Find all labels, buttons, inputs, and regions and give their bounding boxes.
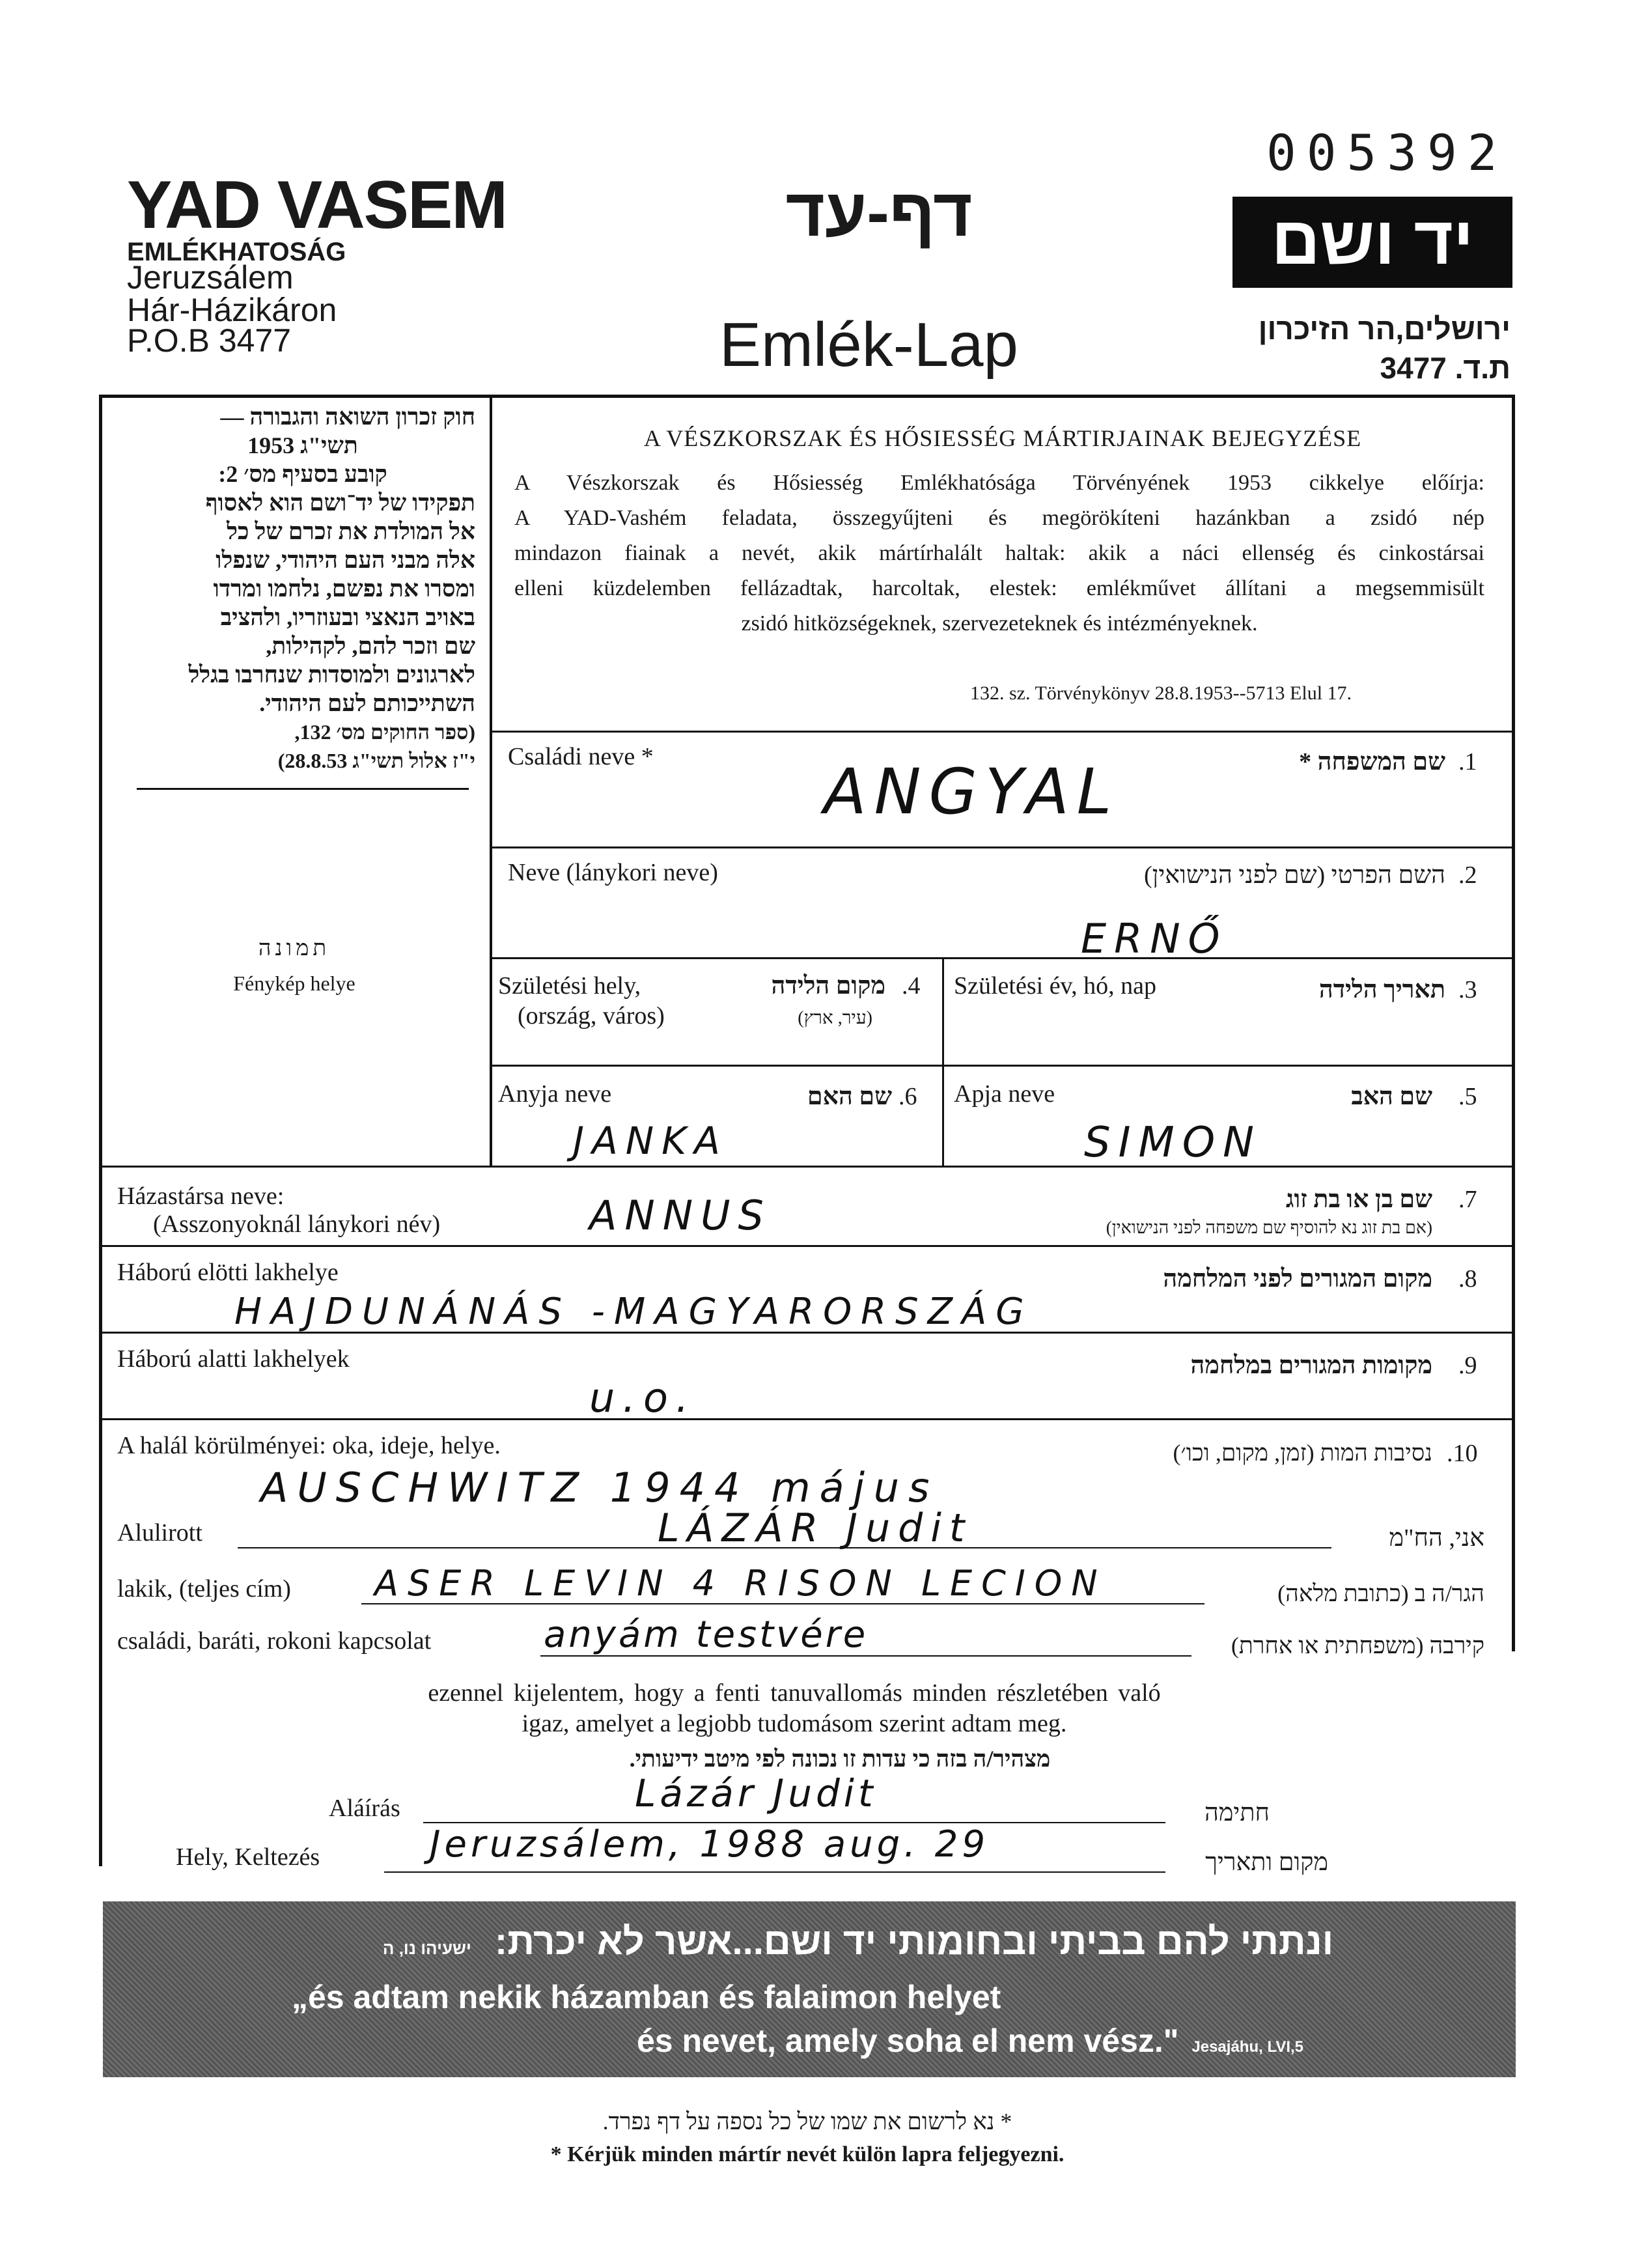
divider-law-column [490,395,492,1166]
place-date-value: Jeruzsálem, 1988 aug. 29 [430,1823,990,1866]
prewar-residence-heb: מקום המגורים לפני המלחמה [1163,1265,1432,1293]
birth-date-num: .3 [1458,976,1477,1003]
divider-row-1 [490,847,1512,848]
birth-place-heb-2: (עיר, ארץ) [798,1008,872,1028]
banner-heb-ref: ישעיהו נו, ה [382,1939,471,1958]
submitter-relation-heb: קירבה (משפחתית או אחרת) [1231,1632,1484,1659]
prewar-residence-num: .8 [1458,1265,1477,1293]
submitter-address-value: ASER LEVIN 4 RISON LECION [374,1563,1107,1604]
death-num: .10 [1447,1440,1478,1467]
wartime-residence-num: .9 [1458,1352,1477,1379]
spouse-heb: שם בן או בת זוג [1285,1186,1432,1213]
submitter-name-value: LÁZÁR Judit [658,1505,973,1551]
birth-date-label: Születési év, hó, nap [954,972,1156,1000]
law-hu-line: mindazon fiainak a nevét, akik mártírhalált haltak: akik a náci ellenség és cinkostársai [514,541,1484,565]
frame-left [99,395,102,1866]
divider-row-5 [99,1245,1512,1247]
submitter-name-heb: אני, הח"מ [1389,1524,1484,1552]
photo-heb-label: תמונה [258,936,331,960]
signature-value: Lázár Judit [635,1771,877,1815]
law-heb-line: באויב הנאצי ובעוזריו, ולהציב [220,604,475,630]
form-number: 005392 [1266,124,1508,182]
father-num: .5 [1458,1083,1477,1110]
hebrew-address-line-2: ת.ד. 3477 [1380,351,1511,385]
spouse-label: Házastársa neve: [117,1183,285,1210]
birth-place-num: .4 [902,972,921,1000]
spouse-value: ANNUS [589,1192,772,1239]
spouse-heb-2: (אם בת זוג נא להוסיף שם משפחה לפני הנישואין) [1106,1218,1432,1237]
org-line-4: P.O.B 3477 [127,322,292,359]
death-label: A halál körülményei: oka, ideje, helye. [117,1432,501,1459]
frame-right [1512,395,1515,1651]
father-value: SIMON [1084,1119,1262,1167]
prewar-residence-value: HAJDUNÁNÁS -MAGYARORSZÁG [234,1291,1033,1333]
birth-date-heb: תאריך הלידה [1318,976,1445,1003]
submitter-address-heb: הגר/ה ב (כתובת מלאה) [1277,1580,1484,1606]
death-heb: נסיבות המות (זמן, מקום, וכו׳) [1173,1440,1432,1466]
submitter-relation-value: anyám testvére [544,1614,869,1656]
photo-label: Fénykép helye [233,972,355,995]
place-date-line [384,1871,1165,1873]
law-hu-citation: 132. sz. Törvénykönyv 28.8.1953--5713 Elul 17. [970,682,1352,704]
birth-place-heb: מקום הלידה [771,972,885,1000]
law-heb-line: השתייכותם לעם היהודי. [259,690,475,716]
quote-banner [103,1901,1516,2077]
submitter-address-label: lakik, (teljes cím) [117,1575,291,1603]
wartime-residence-label: Háború alatti lakhelyek [117,1345,350,1373]
mother-value: JANKA [573,1119,728,1163]
mother-label: Anyja neve [498,1080,612,1108]
law-heb-line: י"ז אלול תשי"ג 28.8.53) [277,749,475,772]
law-hu-title: A VÉSZKORSZAK ÉS HŐSIESSÉG MÁRTIRJAINAK BEJEGYZÉSE [643,425,1362,451]
law-hebrew-text [130,402,475,775]
logo-text: יד ושם [1271,203,1474,279]
law-hu-line: zsidó hitközségeknek, szervezeteknek és intézményeknek. [741,611,1258,636]
first-name-value: ERNŐ [1081,915,1228,962]
hebrew-address-line-1: ירושלים,הר הזיכרון [1258,312,1511,346]
wartime-residence-value: u.o. [589,1374,697,1421]
law-heb-line: (ספר החוקים מס׳ 132, [294,720,475,744]
law-heb-line: אל המולדת את זכרם של כל [227,518,475,544]
first-name-label: Neve (lánykori neve) [508,859,718,886]
divider-birth-col [942,957,944,1166]
law-heb-line: שם וזכר להם, לקהילות, [266,633,475,659]
signature-label: Aláírás [329,1795,400,1822]
death-value: AUSCHWITZ 1944 május [260,1464,939,1511]
declaration-line-2: igaz, amelyet a legjobb tudomásom szerint adtam meg. [522,1710,1067,1737]
law-hu-line: elleni küzdelemben fellázadtak, harcoltak, elestek: emlékművet állítani a megsemmisült [514,576,1484,600]
divider-law-bottom [490,731,1512,733]
wartime-residence-heb: מקומות המגורים במלחמה [1190,1352,1432,1379]
family-name-num: .1 [1458,748,1477,776]
submitter-name-label: Alulirott [117,1519,202,1547]
frame-top [99,395,1515,398]
banner-heb-text: ונתתי להם בביתי ובחומותי יד ושם...אשר לא יכרת: [494,1920,1334,1963]
first-name-heb: השם הפרטי (שם לפני הנישואין) [1143,861,1445,889]
spouse-label-2: (Asszonyoknál lánykori név) [153,1211,441,1238]
law-heb-line: תפקידו של יד־ושם הוא לאסוף [205,490,475,516]
law-heb-line: ומסרו את נפשם, נלחמו ומרדו [213,576,475,602]
place-date-label: Hely, Keltezés [176,1843,320,1871]
org-line-3: Hár-Házikáron [127,292,337,328]
declaration-line-1: ezennel kijelentem, hogy a fenti tanuvallomás minden részletében való [428,1679,1161,1707]
footer-hu: * Kérjük minden mártír nevét külön lapra feljegyezni. [550,2142,1065,2166]
birth-place-label-2: (ország, város) [518,1002,665,1029]
banner-heb [272,1920,1444,1963]
footer-heb: * נא לרשום את שמו של כל נספה על דף נפרד. [602,2108,1012,2135]
declaration-heb: מצהיר/ה בזה כי עדות זו נכונה לפי מיטב ידיעותי. [629,1746,1051,1772]
law-heb-line: קובע בסעיף מס׳ 2: [218,461,387,487]
law-heb-line: אלה מבני העם היהודי, שנפלו [216,547,475,573]
divider-row-3 [490,1065,1512,1067]
law-underline [137,788,469,790]
law-heb-line: תשי"ג 1953 [247,432,358,458]
banner-hu-line-2-text: és nevet, amely soha el nem vész." [637,2023,1179,2059]
banner-hu-line-2 [637,2022,1303,2060]
mother-heb: שם האם [807,1083,892,1110]
birth-place-label: Születési hely, [498,972,641,1000]
father-label: Apja neve [954,1080,1055,1108]
yad-vashem-logo [1232,197,1512,288]
family-name-label: Családi neve * [508,743,654,770]
org-line-1: EMLÉKHATOSÁG [127,238,346,266]
law-hu-line: A Vészkorszak és Hősiesség Emlékhatósága Törvényének 1953 cikkelye előírja: [514,471,1484,495]
law-heb-line: לארגונים ולמוסדות שנחרבו בגלל [188,662,475,688]
submitter-relation-label: családi, baráti, rokoni kapcsolat [117,1627,432,1655]
org-title: YAD VASEM [127,167,507,243]
law-hu-line: A YAD-Vashém feladata, összegyűjteni és megörökíteni hazánkban a zsidó nép [514,506,1484,530]
father-heb: שם האב [1351,1083,1432,1110]
divider-row-4 [99,1166,1512,1168]
divider-row-7 [99,1418,1512,1420]
place-date-heb: מקום ותאריך [1205,1849,1328,1876]
prewar-residence-label: Háború elötti lakhelye [117,1259,339,1286]
org-line-2: Jeruzsálem [127,259,294,296]
law-heb-line: חוק זכרון השואה והגבורה — [220,404,475,430]
form-title: Emlék-Lap [719,310,1018,380]
mother-num: .6 [898,1083,917,1110]
family-name-heb: שם המשפחה * [1299,748,1445,776]
divider-row-2 [490,957,1512,959]
signature-heb: חתימה [1204,1799,1270,1827]
spouse-num: .7 [1458,1186,1477,1213]
hebrew-title: דף-עד [785,175,973,251]
banner-hu-line-1: „és adtam nekik házamban és falaimon helyet [292,1979,1001,2015]
law-hu-body [514,466,1484,641]
family-name-value: ANGYAL [824,755,1120,828]
banner-hu-ref: Jesajáhu, LVI,5 [1191,2038,1304,2056]
first-name-num: .2 [1458,861,1477,889]
